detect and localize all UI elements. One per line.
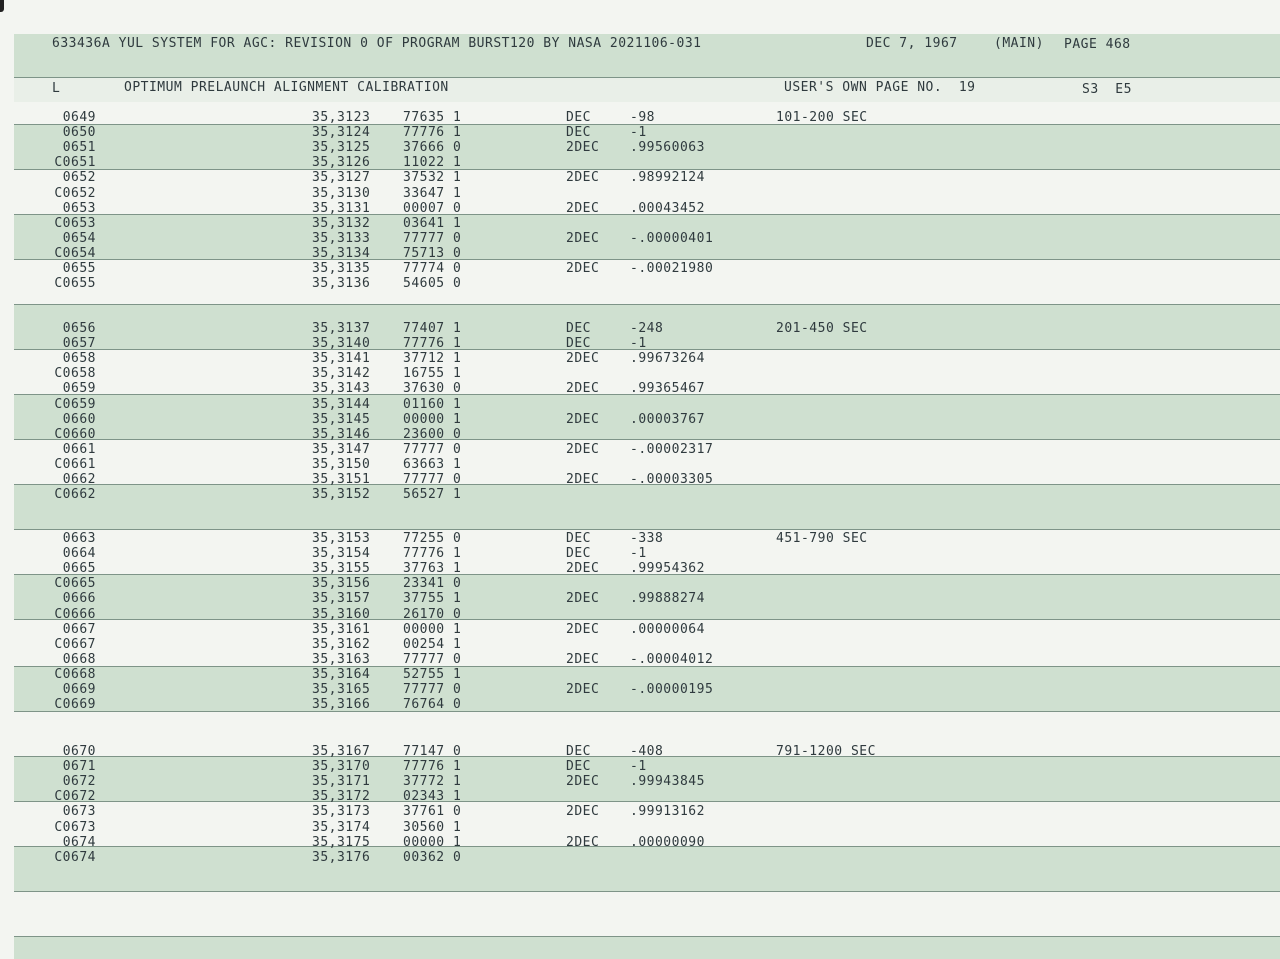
stripe-band (14, 846, 1280, 891)
location-number: 0658 (62, 351, 96, 367)
opcode: 2DEC (566, 140, 600, 156)
octal-word: 37532 1 (403, 170, 462, 186)
user-page-number: USER'S OWN PAGE NO. 19 (784, 80, 976, 95)
location-number: 0655 (62, 261, 96, 276)
range-comment: 201-450 SEC (776, 321, 868, 336)
listing-section: (MAIN) (994, 36, 1044, 51)
decimal-value: -.00004012 (630, 651, 714, 667)
octal-word: 52755 1 (403, 666, 462, 682)
opcode: 2DEC (566, 441, 600, 457)
opcode: 2DEC (566, 472, 600, 487)
address: 35,3155 (312, 561, 371, 577)
octal-word: 37666 0 (403, 140, 462, 156)
decimal-value: .99943845 (630, 774, 705, 790)
address: 35,3173 (312, 804, 371, 820)
address: 35,3123 (312, 110, 371, 125)
opcode: 2DEC (566, 621, 600, 637)
address: 35,3152 (312, 487, 371, 503)
octal-word: 00000 1 (403, 834, 462, 850)
address: 35,3165 (312, 682, 371, 697)
opcode: 2DEC (566, 561, 600, 577)
octal-word: 54605 0 (403, 276, 462, 292)
page-title: OPTIMUM PRELAUNCH ALIGNMENT CALIBRATION (124, 80, 449, 95)
opcode: 2DEC (566, 381, 600, 397)
location-number: 0652 (62, 170, 96, 186)
stripe-line (14, 259, 1280, 260)
stripe-band (14, 936, 1280, 959)
stripe-line (14, 349, 1280, 350)
location-number: 0660 (62, 411, 96, 427)
octal-word: 01160 1 (403, 396, 462, 412)
decimal-value: -408 (630, 744, 664, 759)
octal-word: 16755 1 (403, 366, 462, 382)
page-number: PAGE 468 (1064, 37, 1131, 52)
address: 35,3145 (312, 411, 371, 427)
octal-word: 63663 1 (403, 456, 462, 472)
range-comment: 451-790 SEC (776, 531, 868, 546)
opcode: 2DEC (566, 774, 600, 790)
address: 35,3171 (312, 774, 371, 790)
opcode: 2DEC (566, 351, 600, 367)
location-number: C0660 (54, 426, 96, 442)
location-number: C0672 (54, 789, 96, 805)
address: 35,3136 (312, 276, 371, 292)
decimal-value: .99673264 (630, 351, 705, 367)
location-number: 0666 (62, 591, 96, 607)
address: 35,3135 (312, 261, 371, 276)
decimal-value: .99560063 (630, 140, 705, 156)
address: 35,3174 (312, 819, 371, 835)
address: 35,3156 (312, 576, 371, 592)
address: 35,3131 (312, 200, 371, 216)
address: 35,3172 (312, 789, 371, 805)
opcode: DEC (566, 546, 591, 562)
address: 35,3141 (312, 351, 371, 367)
octal-word: 37772 1 (403, 774, 462, 790)
octal-word: 37755 1 (403, 591, 462, 607)
log-section-marker: L (52, 81, 61, 96)
address: 35,3160 (312, 606, 371, 622)
address: 35,3126 (312, 155, 371, 171)
location-number: C0667 (54, 636, 96, 652)
decimal-value: .98992124 (630, 170, 705, 186)
location-number: 0654 (62, 230, 96, 246)
decimal-value: -1 (630, 336, 647, 352)
address: 35,3162 (312, 636, 371, 652)
decimal-value: -.00000195 (630, 682, 714, 697)
decimal-value: .00003767 (630, 411, 705, 427)
stripe-line (14, 529, 1280, 530)
location-number: C0653 (54, 215, 96, 231)
stripe-line (14, 711, 1280, 712)
location-number: C0658 (54, 366, 96, 382)
address: 35,3166 (312, 697, 371, 713)
decimal-value: .00000064 (630, 621, 705, 637)
decimal-value: -1 (630, 546, 647, 562)
decimal-value: -248 (630, 321, 664, 336)
decimal-value: -338 (630, 531, 664, 546)
punch-hole-mark (0, 0, 4, 12)
decimal-value: -1 (630, 759, 647, 775)
octal-word: 77776 1 (403, 759, 462, 775)
octal-word: 77777 0 (403, 441, 462, 457)
location-number: C0655 (54, 276, 96, 292)
address: 35,3170 (312, 759, 371, 775)
opcode: 2DEC (566, 804, 600, 820)
octal-word: 75713 0 (403, 245, 462, 261)
stripe-line (14, 936, 1280, 937)
octal-word: 77776 1 (403, 336, 462, 352)
octal-word: 26170 0 (403, 606, 462, 622)
address: 35,3125 (312, 140, 371, 156)
address: 35,3151 (312, 472, 371, 487)
octal-word: 77777 0 (403, 230, 462, 246)
opcode: DEC (566, 759, 591, 775)
stripe-line (14, 619, 1280, 620)
decimal-value: .00000090 (630, 834, 705, 850)
location-number: 0657 (62, 336, 96, 352)
octal-word: 37761 0 (403, 804, 462, 820)
location-number: C0659 (54, 396, 96, 412)
location-number: 0649 (62, 110, 96, 125)
opcode: 2DEC (566, 230, 600, 246)
location-number: C0662 (54, 487, 96, 503)
octal-word: 02343 1 (403, 789, 462, 805)
address: 35,3143 (312, 381, 371, 397)
decimal-value: -.00021980 (630, 261, 714, 276)
address: 35,3130 (312, 185, 371, 201)
stripe-line (14, 439, 1280, 440)
octal-word: 77407 1 (403, 321, 462, 336)
decimal-value: .99365467 (630, 381, 705, 397)
octal-word: 37763 1 (403, 561, 462, 577)
location-number: 0662 (62, 472, 96, 487)
address: 35,3163 (312, 651, 371, 667)
location-number: C0669 (54, 697, 96, 713)
location-number: C0668 (54, 666, 96, 682)
opcode: DEC (566, 336, 591, 352)
location-number: 0673 (62, 804, 96, 820)
opcode: 2DEC (566, 834, 600, 850)
octal-word: 23341 0 (403, 576, 462, 592)
address: 35,3164 (312, 666, 371, 682)
address: 35,3150 (312, 456, 371, 472)
location-number: 0665 (62, 561, 96, 577)
address: 35,3154 (312, 546, 371, 562)
program-line: 633436A YUL SYSTEM FOR AGC: REVISION 0 OF PROGRAM BURST120 BY NASA 2021106-031 (52, 36, 702, 51)
opcode: 2DEC (566, 411, 600, 427)
octal-word: 23600 0 (403, 426, 462, 442)
octal-word: 76764 0 (403, 697, 462, 713)
listing-date: DEC 7, 1967 (866, 36, 958, 51)
address: 35,3134 (312, 245, 371, 261)
decimal-value: .99954362 (630, 561, 705, 577)
octal-word: 11022 1 (403, 155, 462, 171)
location-number: C0666 (54, 606, 96, 622)
stripe-line (14, 891, 1280, 892)
octal-word: 00254 1 (403, 636, 462, 652)
stripe-line (14, 304, 1280, 305)
address: 35,3142 (312, 366, 371, 382)
address: 35,3167 (312, 744, 371, 759)
location-number: 0663 (62, 531, 96, 546)
octal-word: 30560 1 (403, 819, 462, 835)
octal-word: 77147 0 (403, 744, 462, 759)
decimal-value: -.00003305 (630, 472, 714, 487)
decimal-value: .99913162 (630, 804, 705, 820)
octal-word: 00000 1 (403, 411, 462, 427)
location-number: 0670 (62, 744, 96, 759)
location-number: 0659 (62, 381, 96, 397)
decimal-value: .00043452 (630, 200, 705, 216)
decimal-value: -.00000401 (630, 230, 714, 246)
octal-word: 37630 0 (403, 381, 462, 397)
octal-word: 77255 0 (403, 531, 462, 546)
range-comment: 791-1200 SEC (776, 744, 876, 759)
address: 35,3137 (312, 321, 371, 336)
decimal-value: -.00002317 (630, 441, 714, 457)
location-number: C0674 (54, 849, 96, 865)
octal-word: 77776 1 (403, 546, 462, 562)
address: 35,3132 (312, 215, 371, 231)
address: 35,3161 (312, 621, 371, 637)
location-number: 0650 (62, 125, 96, 141)
address: 35,3147 (312, 441, 371, 457)
location-number: 0656 (62, 321, 96, 336)
address: 35,3176 (312, 849, 371, 865)
opcode: 2DEC (566, 682, 600, 697)
decimal-value: -98 (630, 110, 655, 125)
octal-word: 00000 1 (403, 621, 462, 637)
location-number: 0667 (62, 621, 96, 637)
location-number: C0665 (54, 576, 96, 592)
address: 35,3157 (312, 591, 371, 607)
opcode: 2DEC (566, 591, 600, 607)
address: 35,3133 (312, 230, 371, 246)
octal-word: 56527 1 (403, 487, 462, 503)
location-number: 0669 (62, 682, 96, 697)
octal-word: 77777 0 (403, 472, 462, 487)
listing-codes: S3 E5 (1082, 82, 1132, 97)
octal-word: 77774 0 (403, 261, 462, 276)
stripe-line (14, 801, 1280, 802)
opcode: 2DEC (566, 261, 600, 276)
octal-word: 37712 1 (403, 351, 462, 367)
location-number: 0671 (62, 759, 96, 775)
octal-word: 77777 0 (403, 651, 462, 667)
octal-word: 03641 1 (403, 215, 462, 231)
location-number: 0664 (62, 546, 96, 562)
decimal-value: .99888274 (630, 591, 705, 607)
opcode: DEC (566, 531, 591, 546)
octal-word: 77776 1 (403, 125, 462, 141)
opcode: DEC (566, 744, 591, 759)
location-number: 0651 (62, 140, 96, 156)
range-comment: 101-200 SEC (776, 110, 868, 125)
octal-word: 77777 0 (403, 682, 462, 697)
location-number: 0674 (62, 834, 96, 850)
opcode: DEC (566, 321, 591, 336)
opcode: 2DEC (566, 200, 600, 216)
octal-word: 33647 1 (403, 185, 462, 201)
decimal-value: -1 (630, 125, 647, 141)
address: 35,3146 (312, 426, 371, 442)
opcode: 2DEC (566, 170, 600, 186)
address: 35,3144 (312, 396, 371, 412)
opcode: 2DEC (566, 651, 600, 667)
address: 35,3140 (312, 336, 371, 352)
address: 35,3127 (312, 170, 371, 186)
location-number: 0653 (62, 200, 96, 216)
octal-word: 77635 1 (403, 110, 462, 125)
location-number: 0661 (62, 441, 96, 457)
location-number: C0652 (54, 185, 96, 201)
location-number: C0654 (54, 245, 96, 261)
octal-word: 00362 0 (403, 849, 462, 865)
stripe-band (14, 484, 1280, 529)
location-number: 0668 (62, 651, 96, 667)
opcode: DEC (566, 125, 591, 141)
address: 35,3153 (312, 531, 371, 546)
address: 35,3124 (312, 125, 371, 141)
location-number: C0673 (54, 819, 96, 835)
location-number: C0661 (54, 456, 96, 472)
octal-word: 00007 0 (403, 200, 462, 216)
location-number: C0651 (54, 155, 96, 171)
address: 35,3175 (312, 834, 371, 850)
opcode: DEC (566, 110, 591, 125)
location-number: 0672 (62, 774, 96, 790)
